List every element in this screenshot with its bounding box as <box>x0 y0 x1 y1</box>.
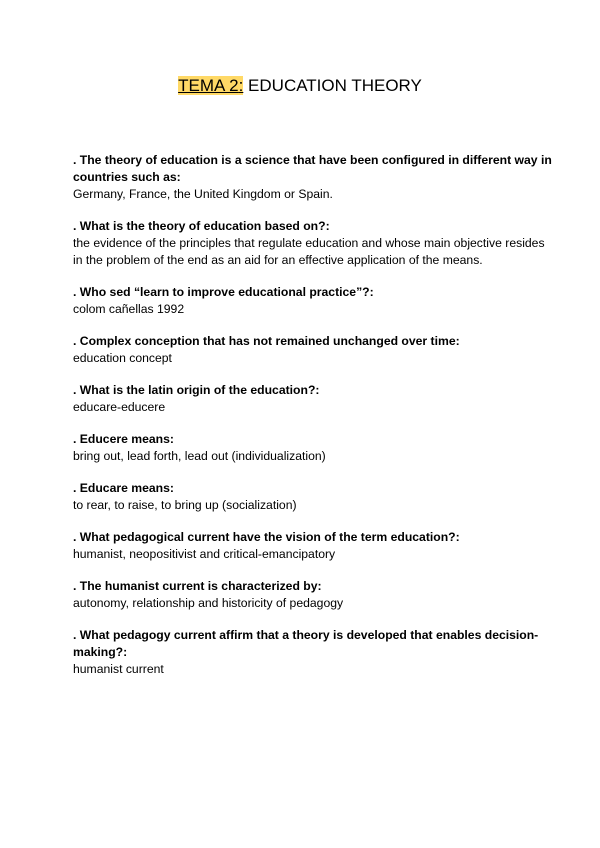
answer: the evidence of the principles that regulate education and whose main objective resides in the problem of the end as an aid for an effective application of the means. <box>73 236 545 267</box>
qa-item <box>73 382 553 416</box>
question: . Complex conception that has not remained unchanged over time: <box>73 334 460 348</box>
title-separator: : <box>238 76 244 95</box>
answer: to rear, to raise, to bring up (socialization) <box>73 498 297 512</box>
title-text: EDUCATION THEORY <box>243 76 422 95</box>
question: . What is the theory of education based on?: <box>73 219 330 233</box>
qa-item <box>73 284 553 318</box>
answer: bring out, lead forth, lead out (individualization) <box>73 449 326 463</box>
question: . What pedagogical current have the vision of the term education?: <box>73 530 460 544</box>
question: . What pedagogy current affirm that a theory is developed that enables decision-making?: <box>73 628 539 659</box>
question: . Educere means: <box>73 432 174 446</box>
question: . Educare means: <box>73 481 174 495</box>
qa-item <box>73 480 553 514</box>
page-title <box>0 76 600 96</box>
question: . What is the latin origin of the education?: <box>73 383 320 397</box>
answer: humanist, neopositivist and critical-emancipatory <box>73 547 336 561</box>
answer: Germany, France, the United Kingdom or Spain. <box>73 187 333 201</box>
question: . Who sed “learn to improve educational practice”?: <box>73 285 374 299</box>
qa-list <box>73 152 553 693</box>
title-label: TEMA 2 <box>178 76 239 95</box>
answer: educare-educere <box>73 400 166 414</box>
qa-item <box>73 529 553 563</box>
answer: humanist current <box>73 662 164 676</box>
qa-item <box>73 218 553 269</box>
answer: autonomy, relationship and historicity of pedagogy <box>73 596 344 610</box>
answer: colom cañellas 1992 <box>73 302 185 316</box>
qa-item <box>73 333 553 367</box>
question: . The theory of education is a science that have been configured in different way in countries such as: <box>73 153 552 184</box>
qa-item <box>73 578 553 612</box>
qa-item <box>73 152 553 203</box>
question: . The humanist current is characterized by: <box>73 579 322 593</box>
qa-item <box>73 431 553 465</box>
qa-item <box>73 627 553 678</box>
answer: education concept <box>73 351 172 365</box>
